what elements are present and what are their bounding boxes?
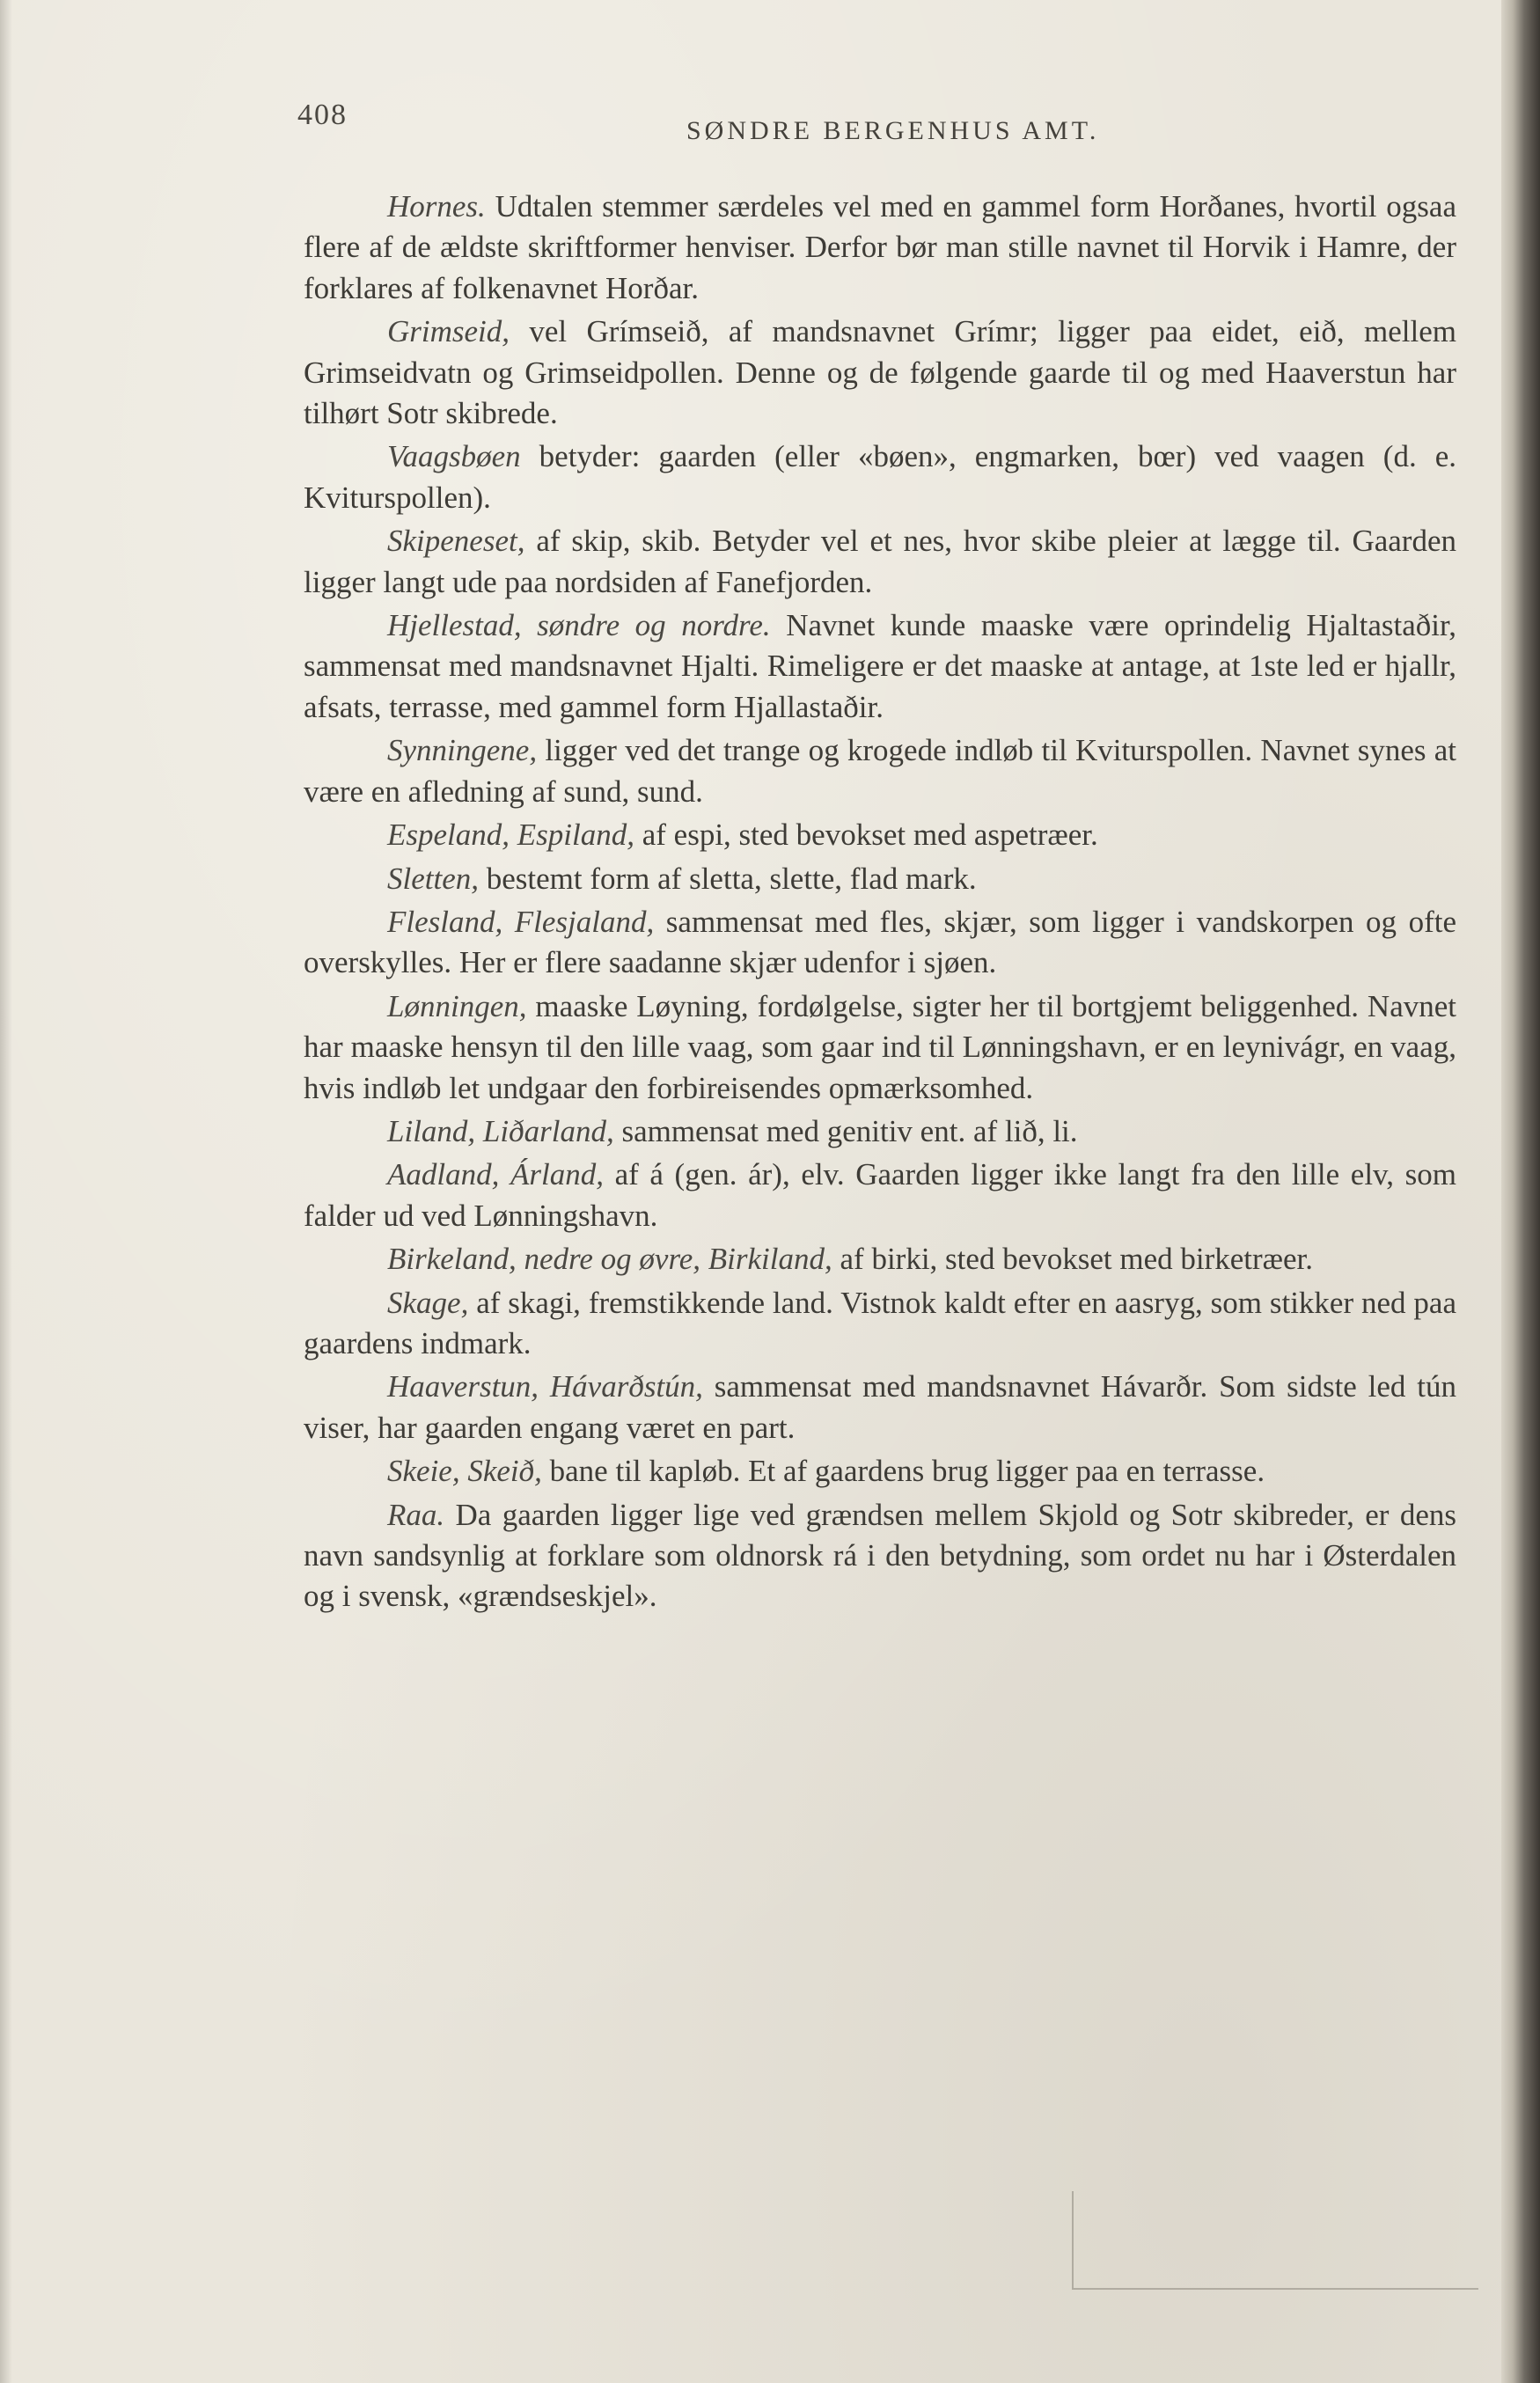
place-name: Skeie, Skeið, xyxy=(387,1454,542,1489)
book-spine-shadow xyxy=(1501,0,1540,2383)
paragraph-espeland xyxy=(304,815,1456,855)
paragraph-text: betyder: gaarden (eller «bøen», engmarken, bœr) ved vaagen (d. e. Kviturspollen). xyxy=(304,439,1456,515)
paragraph-text: af espi, sted bevokset med aspetræer. xyxy=(634,818,1098,853)
paragraph-birkeland xyxy=(304,1239,1456,1279)
place-name: Lønningen, xyxy=(387,988,527,1023)
place-name: Haaverstun, Hávarðstún, xyxy=(387,1369,703,1404)
paragraph-text: Navnet kunde maaske være oprindelig Hjaltastaðir, sammensat med mandsnavnet Hjalti. Rimeligere er det maaske at antage, at 1ste led er hjallr, afsats, terrasse, med gammel form Hjallastaðir. xyxy=(304,608,1456,724)
place-name: Birkeland, nedre og øvre, Birkiland, xyxy=(387,1242,832,1277)
paragraph-text: sammensat med fles, skjær, som ligger i vandskorpen og ofte overskylles. Her er flere saadanne skjær udenfor i sjøen. xyxy=(304,904,1456,980)
page-number: 408 xyxy=(297,99,348,131)
paragraph-text: sammensat med mandsnavnet Hávarðr. Som sidste led tún viser, har gaarden engang været en part. xyxy=(304,1369,1456,1445)
place-name: Skage, xyxy=(387,1285,469,1320)
place-name: Liland, Liðarland, xyxy=(387,1113,614,1148)
paragraph-liland xyxy=(304,1111,1456,1152)
paragraph-text: bane til kapløb. Et af gaardens brug ligger paa en terrasse. xyxy=(541,1454,1265,1489)
paragraph-text: af skagi, fremstikkende land. Vistnok kaldt efter en aasryg, som stikker ned paa gaardens indmark. xyxy=(304,1285,1456,1360)
paragraph-text: af skip, skib. Betyder vel et nes, hvor skibe pleier at lægge til. Gaarden ligger langt ude paa nordsiden af Fanefjorden. xyxy=(304,524,1456,599)
paragraph-hjellestad xyxy=(304,605,1456,728)
paragraph-text: sammensat med genitiv ent. af lið, li. xyxy=(613,1113,1078,1148)
running-head: SØNDRE BERGENHUS AMT. xyxy=(686,116,1100,145)
paragraph-skipeneset xyxy=(304,521,1456,603)
paragraph-text: af á (gen. ár), elv. Gaarden ligger ikke langt fra den lille elv, som falder ud ved Lønningshavn. xyxy=(304,1157,1456,1233)
place-name: Vaagsbøen xyxy=(387,439,521,474)
paragraph-text: bestemt form af sletta, slette, flad mark. xyxy=(479,861,977,896)
page-left-edge-shadow xyxy=(0,0,12,2383)
paragraph-text: Udtalen stemmer særdeles vel med en gammel form Horðanes, hvortil ogsaa flere af de ældste skriftformer henviser. Derfor bør man stille navnet til Horvik i Hamre, der forklares af folkenavnet Horðar. xyxy=(304,189,1456,305)
place-name: Raa. xyxy=(387,1497,445,1532)
place-name: Skipeneset, xyxy=(387,524,525,559)
paragraph-text: ligger ved det trange og krogede indløb til Kviturspollen. Navnet synes at være en afledning af sund, sund. xyxy=(304,733,1456,809)
paragraph-text: Da gaarden ligger lige ved grændsen mellem Skjold og Sotr skibreder, er dens navn sandsynlig at forklare som oldnorsk rá i den betydning, som ordet nu har i Østerdalen og i svensk, «grændseskjel». xyxy=(304,1497,1456,1614)
place-name: Grimseid, xyxy=(387,314,510,349)
paragraph-raa xyxy=(304,1495,1456,1617)
text-body xyxy=(304,187,1456,1617)
place-name: Synningene, xyxy=(387,733,538,768)
paragraph-vaagsboen xyxy=(304,436,1456,518)
paragraph-text: af birki, sted bevokset med birketræer. xyxy=(832,1242,1314,1277)
place-name: Hornes. xyxy=(387,189,486,224)
scan-mark xyxy=(1072,2191,1478,2290)
paragraph-aadland xyxy=(304,1155,1456,1236)
place-name: Aadland, Árland, xyxy=(387,1157,604,1192)
place-name: Sletten, xyxy=(387,861,479,896)
paragraph-lonningen xyxy=(304,986,1456,1109)
paragraph-synningene xyxy=(304,730,1456,812)
place-name: Flesland, Flesjaland, xyxy=(387,904,655,939)
paragraph-skeie xyxy=(304,1451,1456,1492)
paragraph-flesland xyxy=(304,902,1456,984)
paragraph-haaverstun xyxy=(304,1367,1456,1448)
place-name: Hjellestad, søndre og nordre. xyxy=(387,608,771,643)
paragraph-text: maaske Løyning, fordølgelse, sigter her til bortgjemt beliggenhed. Navnet har maaske hensyn til den lille vaag, som gaar ind til Lønningshavn, er en leynivágr, en vaag, hvis indløb let undgaar den forbireisendes opmærksomhed. xyxy=(304,988,1456,1105)
paragraph-skage xyxy=(304,1283,1456,1365)
place-name: Espeland, Espiland, xyxy=(387,818,634,853)
paragraph-hornes xyxy=(304,187,1456,309)
paragraph-grimseid xyxy=(304,312,1456,434)
paragraph-text: vel Grímseið, af mandsnavnet Grímr; ligger paa eidet, eið, mellem Grimseidvatn og Grimseidpollen. Denne og de følgende gaarde til og med Haaverstun har tilhørt Sotr skibrede. xyxy=(304,314,1456,431)
paragraph-sletten xyxy=(304,859,1456,899)
